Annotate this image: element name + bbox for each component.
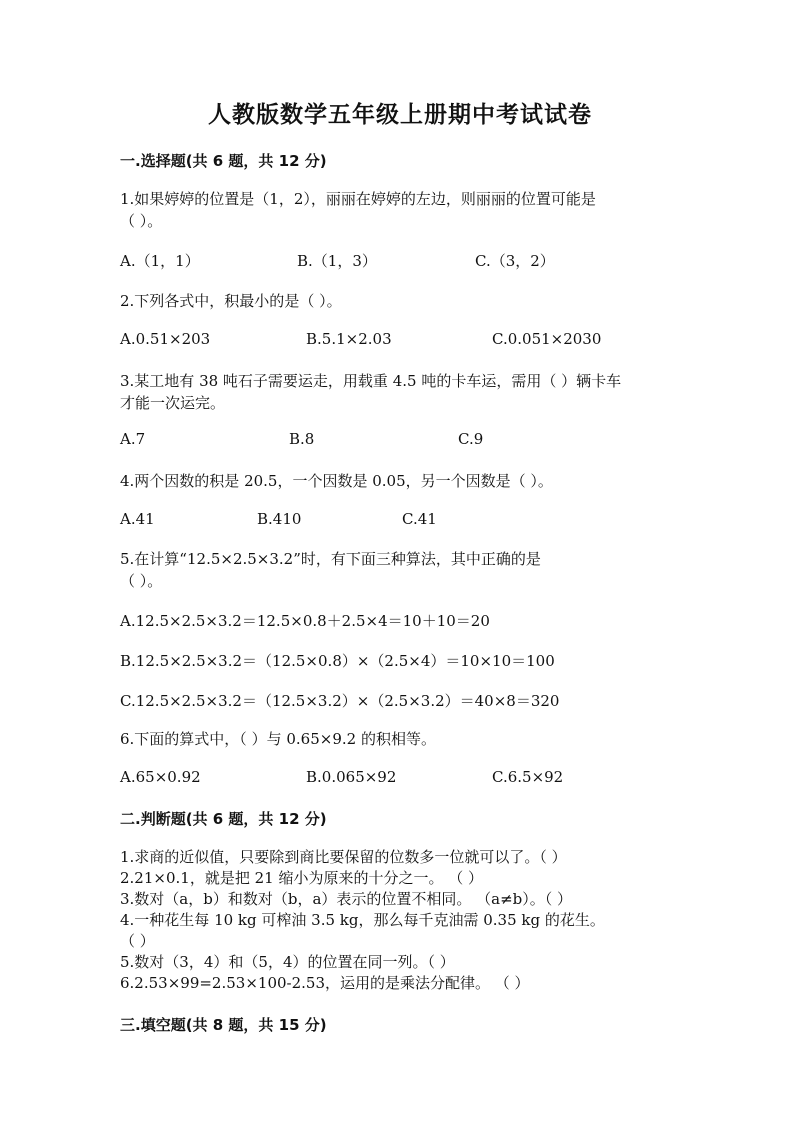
question-6-text: 6.下面的算式中，（ ）与 0.65×9.2 的积相等。	[120, 730, 436, 748]
question-5-option-c: C.12.5×2.5×3.2＝（12.5×3.2）×（2.5×3.2）＝40×8＝320	[120, 692, 560, 710]
question-4-option-c: C.41	[402, 510, 437, 528]
question-1-text: 1.如果婷婷的位置是（1，2），丽丽在婷婷的左边，则丽丽的位置可能是	[120, 190, 596, 208]
question-3-option-b: B.8	[289, 430, 315, 448]
judgment-line-6: 6.2.53×99=2.53×100-2.53，运用的是乘法分配律。 （ ）	[120, 974, 530, 992]
question-2-text: 2.下列各式中，积最小的是（ ）。	[120, 292, 342, 310]
judgment-line-1: 1.求商的近似值，只要除到商比要保留的位数多一位就可以了。（ ）	[120, 848, 567, 866]
question-2-option-c: C.0.051×2030	[492, 330, 602, 348]
question-4-option-b: B.410	[257, 510, 302, 528]
question-5-text-cont: （ ）。	[120, 572, 163, 590]
judgment-line-3: 3.数对（a，b）和数对（b，a）表示的位置不相同。 （a≠b）。（ ）	[120, 890, 573, 908]
judgment-line-4-cont: （ ）	[120, 932, 155, 950]
question-5-option-a: A.12.5×2.5×3.2＝12.5×0.8＋2.5×4＝10＋10＝20	[120, 612, 490, 630]
section-heading-fill-blank: 三.填空题(共 8 题，共 15 分)	[120, 1016, 327, 1034]
question-1-option-a: A.（1，1）	[120, 252, 200, 270]
question-4-text: 4.两个因数的积是 20.5，一个因数是 0.05，另一个因数是（ ）。	[120, 472, 553, 490]
question-3-option-a: A.7	[120, 430, 146, 448]
section-heading-choice: 一.选择题(共 6 题，共 12 分)	[120, 152, 327, 170]
question-2-option-b: B.5.1×2.03	[306, 330, 392, 348]
question-4-option-a: A.41	[120, 510, 155, 528]
question-1-text-cont: （ ）。	[120, 212, 163, 230]
question-2-option-a: A.0.51×203	[120, 330, 211, 348]
question-6-option-b: B.0.065×92	[306, 768, 397, 786]
judgment-line-2: 2.21×0.1，就是把 21 缩小为原来的十分之一。 （ ）	[120, 869, 483, 887]
exam-title: 人教版数学五年级上册期中考试试卷	[208, 101, 592, 128]
judgment-line-4: 4.一种花生每 10 kg 可榨油 3.5 kg，那么每千克油需 0.35 kg 的花生。	[120, 911, 605, 929]
section-heading-judgment: 二.判断题(共 6 题，共 12 分)	[120, 810, 327, 828]
question-3-option-c: C.9	[458, 430, 484, 448]
question-6-option-a: A.65×0.92	[120, 768, 201, 786]
question-3-text-cont: 才能一次运完。	[120, 394, 226, 412]
question-5-text: 5.在计算“12.5×2.5×3.2”时，有下面三种算法，其中正确的是	[120, 550, 541, 568]
question-5-option-b: B.12.5×2.5×3.2＝（12.5×0.8）×（2.5×4）＝10×10＝100	[120, 652, 555, 670]
question-3-text: 3.某工地有 38 吨石子需要运走，用载重 4.5 吨的卡车运，需用（ ）辆卡车	[120, 372, 622, 390]
question-1-option-b: B.（1，3）	[297, 252, 377, 270]
question-1-option-c: C.（3，2）	[475, 252, 555, 270]
judgment-line-5: 5.数对（3，4）和（5，4）的位置在同一列。（ ）	[120, 953, 455, 971]
question-6-option-c: C.6.5×92	[492, 768, 564, 786]
